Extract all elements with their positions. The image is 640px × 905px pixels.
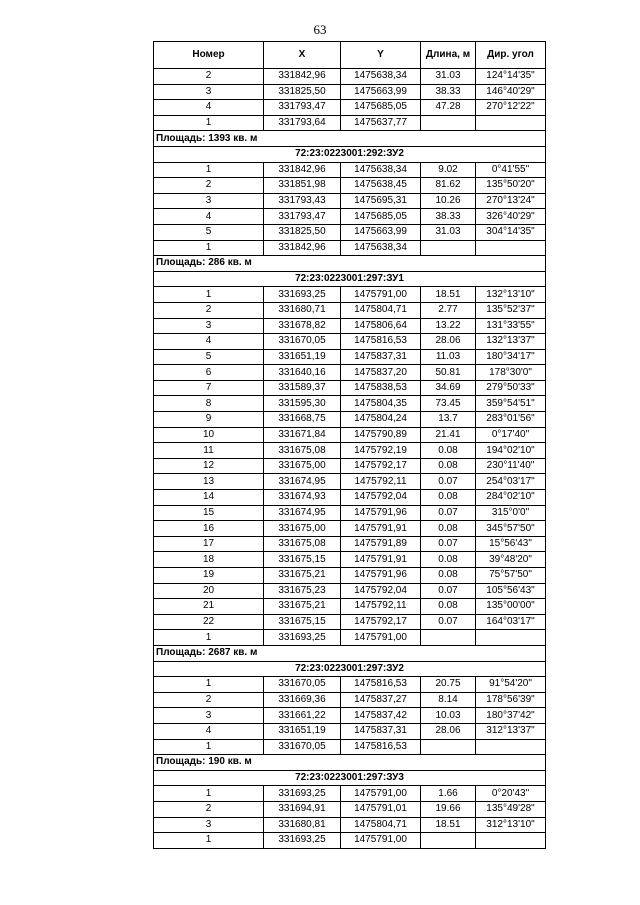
- area-label: Площадь: 286 кв. м: [154, 256, 546, 272]
- area-label: Площадь: 1393 кв. м: [154, 131, 546, 147]
- angle-cell: 315°0'0": [476, 505, 546, 521]
- angle-cell: 345°57'50": [476, 521, 546, 537]
- x-coordinate-cell: 331674,95: [264, 505, 341, 521]
- x-coordinate-cell: 331670,05: [264, 677, 341, 693]
- header-number: Номер: [154, 42, 264, 69]
- length-cell: 31.03: [421, 69, 476, 85]
- table-row: [154, 443, 546, 459]
- y-coordinate-cell: 1475792,17: [341, 614, 421, 630]
- x-coordinate-cell: 331675,21: [264, 599, 341, 615]
- y-coordinate-cell: 1475791,01: [341, 801, 421, 817]
- area-label: Площадь: 2687 кв. м: [154, 645, 546, 661]
- angle-cell: 0°41'55": [476, 162, 546, 178]
- point-number-cell: 5: [154, 349, 264, 365]
- y-coordinate-cell: 1475804,71: [341, 817, 421, 833]
- y-coordinate-cell: 1475837,20: [341, 365, 421, 381]
- table-row: [154, 224, 546, 240]
- table-body: [154, 69, 546, 849]
- x-coordinate-cell: 331651,19: [264, 349, 341, 365]
- parcel-id-label: 72:23:0223001:297:ЗУ3: [154, 770, 546, 786]
- length-cell: 0.07: [421, 614, 476, 630]
- y-coordinate-cell: 1475791,00: [341, 287, 421, 303]
- x-coordinate-cell: 331680,71: [264, 302, 341, 318]
- angle-cell: 304°14'35": [476, 224, 546, 240]
- angle-cell: [476, 833, 546, 849]
- x-coordinate-cell: 331793,47: [264, 209, 341, 225]
- point-number-cell: 1: [154, 833, 264, 849]
- table-row: [154, 334, 546, 350]
- table-row: [154, 739, 546, 755]
- angle-cell: 180°37'42": [476, 708, 546, 724]
- length-cell: [421, 739, 476, 755]
- y-coordinate-cell: 1475791,96: [341, 568, 421, 584]
- point-number-cell: 2: [154, 178, 264, 194]
- angle-cell: [476, 739, 546, 755]
- length-cell: 0.07: [421, 583, 476, 599]
- length-cell: [421, 833, 476, 849]
- y-coordinate-cell: 1475792,11: [341, 474, 421, 490]
- y-coordinate-cell: 1475837,27: [341, 692, 421, 708]
- point-number-cell: 8: [154, 396, 264, 412]
- point-number-cell: 1: [154, 240, 264, 256]
- length-cell: 0.07: [421, 536, 476, 552]
- point-number-cell: 5: [154, 224, 264, 240]
- length-cell: 19.66: [421, 801, 476, 817]
- length-cell: 20.75: [421, 677, 476, 693]
- area-row: [154, 645, 546, 661]
- angle-cell: [476, 630, 546, 646]
- length-cell: 38.33: [421, 209, 476, 225]
- area-row: [154, 256, 546, 272]
- x-coordinate-cell: 331675,21: [264, 568, 341, 584]
- y-coordinate-cell: 1475792,19: [341, 443, 421, 459]
- table-row: [154, 630, 546, 646]
- parcel-id-label: 72:23:0223001:297:ЗУ1: [154, 271, 546, 287]
- y-coordinate-cell: 1475816,53: [341, 677, 421, 693]
- table-row: [154, 723, 546, 739]
- angle-cell: 75°57'50": [476, 568, 546, 584]
- point-number-cell: 1: [154, 630, 264, 646]
- table-row: [154, 583, 546, 599]
- x-coordinate-cell: 331671,84: [264, 427, 341, 443]
- angle-cell: 254°03'17": [476, 474, 546, 490]
- x-coordinate-cell: 331675,15: [264, 614, 341, 630]
- x-coordinate-cell: 331674,95: [264, 474, 341, 490]
- table-row: [154, 84, 546, 100]
- length-cell: 28.06: [421, 334, 476, 350]
- header-x: X: [264, 42, 341, 69]
- angle-cell: 39°48'20": [476, 552, 546, 568]
- point-number-cell: 2: [154, 801, 264, 817]
- y-coordinate-cell: 1475695,31: [341, 193, 421, 209]
- area-row: [154, 131, 546, 147]
- y-coordinate-cell: 1475638,34: [341, 162, 421, 178]
- y-coordinate-cell: 1475790,89: [341, 427, 421, 443]
- length-cell: 47.28: [421, 100, 476, 116]
- angle-cell: [476, 115, 546, 131]
- table-row: [154, 162, 546, 178]
- y-coordinate-cell: 1475638,45: [341, 178, 421, 194]
- angle-cell: 178°30'0": [476, 365, 546, 381]
- y-coordinate-cell: 1475804,71: [341, 302, 421, 318]
- x-coordinate-cell: 331674,93: [264, 490, 341, 506]
- x-coordinate-cell: 331675,08: [264, 536, 341, 552]
- point-number-cell: 22: [154, 614, 264, 630]
- point-number-cell: 4: [154, 209, 264, 225]
- x-coordinate-cell: 331693,25: [264, 630, 341, 646]
- table-row: [154, 552, 546, 568]
- point-number-cell: 2: [154, 692, 264, 708]
- point-number-cell: 3: [154, 84, 264, 100]
- angle-cell: 105°56'43": [476, 583, 546, 599]
- x-coordinate-cell: 331842,96: [264, 69, 341, 85]
- point-number-cell: 15: [154, 505, 264, 521]
- length-cell: 18.51: [421, 817, 476, 833]
- length-cell: 0.08: [421, 458, 476, 474]
- table-row: [154, 458, 546, 474]
- y-coordinate-cell: 1475663,99: [341, 224, 421, 240]
- table-row: [154, 677, 546, 693]
- table-row: [154, 380, 546, 396]
- point-number-cell: 21: [154, 599, 264, 615]
- x-coordinate-cell: 331668,75: [264, 412, 341, 428]
- table-row: [154, 786, 546, 802]
- point-number-cell: 10: [154, 427, 264, 443]
- angle-cell: 91°54'20": [476, 677, 546, 693]
- angle-cell: 194°02'10": [476, 443, 546, 459]
- angle-cell: 326°40'29": [476, 209, 546, 225]
- angle-cell: 0°20'43": [476, 786, 546, 802]
- table-row: [154, 708, 546, 724]
- y-coordinate-cell: 1475792,17: [341, 458, 421, 474]
- x-coordinate-cell: 331675,08: [264, 443, 341, 459]
- angle-cell: 359°54'51": [476, 396, 546, 412]
- x-coordinate-cell: 331842,96: [264, 162, 341, 178]
- point-number-cell: 12: [154, 458, 264, 474]
- x-coordinate-cell: 331694,91: [264, 801, 341, 817]
- point-number-cell: 14: [154, 490, 264, 506]
- length-cell: 18.51: [421, 287, 476, 303]
- x-coordinate-cell: 331651,19: [264, 723, 341, 739]
- table-row: [154, 100, 546, 116]
- point-number-cell: 1: [154, 739, 264, 755]
- y-coordinate-cell: 1475791,96: [341, 505, 421, 521]
- x-coordinate-cell: 331675,23: [264, 583, 341, 599]
- length-cell: 34.69: [421, 380, 476, 396]
- y-coordinate-cell: 1475837,31: [341, 349, 421, 365]
- y-coordinate-cell: 1475792,04: [341, 583, 421, 599]
- y-coordinate-cell: 1475791,00: [341, 630, 421, 646]
- point-number-cell: 7: [154, 380, 264, 396]
- angle-cell: 135°49'28": [476, 801, 546, 817]
- angle-cell: 178°56'39": [476, 692, 546, 708]
- x-coordinate-cell: 331640,16: [264, 365, 341, 381]
- y-coordinate-cell: 1475663,99: [341, 84, 421, 100]
- length-cell: 10.03: [421, 708, 476, 724]
- table-row: [154, 115, 546, 131]
- angle-cell: 132°13'37": [476, 334, 546, 350]
- length-cell: 1.66: [421, 786, 476, 802]
- point-number-cell: 3: [154, 193, 264, 209]
- y-coordinate-cell: 1475804,35: [341, 396, 421, 412]
- point-number-cell: 1: [154, 162, 264, 178]
- x-coordinate-cell: 331825,50: [264, 224, 341, 240]
- point-number-cell: 1: [154, 677, 264, 693]
- angle-cell: 132°13'10": [476, 287, 546, 303]
- y-coordinate-cell: 1475791,91: [341, 521, 421, 537]
- section-row: [154, 770, 546, 786]
- x-coordinate-cell: 331670,05: [264, 739, 341, 755]
- angle-cell: 164°03'17": [476, 614, 546, 630]
- angle-cell: 270°13'24": [476, 193, 546, 209]
- point-number-cell: 13: [154, 474, 264, 490]
- x-coordinate-cell: 331851,98: [264, 178, 341, 194]
- point-number-cell: 16: [154, 521, 264, 537]
- table-row: [154, 614, 546, 630]
- length-cell: 73.45: [421, 396, 476, 412]
- point-number-cell: 6: [154, 365, 264, 381]
- angle-cell: 312°13'37": [476, 723, 546, 739]
- angle-cell: 283°01'56": [476, 412, 546, 428]
- length-cell: 0.08: [421, 568, 476, 584]
- x-coordinate-cell: 331793,64: [264, 115, 341, 131]
- y-coordinate-cell: 1475792,04: [341, 490, 421, 506]
- point-number-cell: 4: [154, 100, 264, 116]
- table-row: [154, 412, 546, 428]
- point-number-cell: 3: [154, 817, 264, 833]
- x-coordinate-cell: 331661,22: [264, 708, 341, 724]
- angle-cell: 124°14'35": [476, 69, 546, 85]
- x-coordinate-cell: 331675,15: [264, 552, 341, 568]
- length-cell: 81.62: [421, 178, 476, 194]
- length-cell: 0.08: [421, 599, 476, 615]
- angle-cell: 0°17'40": [476, 427, 546, 443]
- y-coordinate-cell: 1475638,34: [341, 69, 421, 85]
- length-cell: [421, 630, 476, 646]
- table-row: [154, 474, 546, 490]
- x-coordinate-cell: 331670,05: [264, 334, 341, 350]
- angle-cell: 131°33'55": [476, 318, 546, 334]
- table-row: [154, 178, 546, 194]
- table-row: [154, 536, 546, 552]
- length-cell: 11.03: [421, 349, 476, 365]
- table-row: [154, 396, 546, 412]
- table-row: [154, 193, 546, 209]
- point-number-cell: 11: [154, 443, 264, 459]
- point-number-cell: 19: [154, 568, 264, 584]
- point-number-cell: 18: [154, 552, 264, 568]
- table-row: [154, 505, 546, 521]
- x-coordinate-cell: 331675,00: [264, 458, 341, 474]
- angle-cell: 312°13'10": [476, 817, 546, 833]
- table-row: [154, 365, 546, 381]
- table-row: [154, 287, 546, 303]
- page-number: 63: [313, 22, 327, 37]
- angle-cell: 270°12'22": [476, 100, 546, 116]
- length-cell: 38.33: [421, 84, 476, 100]
- point-number-cell: 20: [154, 583, 264, 599]
- header-length: Длина, м: [421, 42, 476, 69]
- x-coordinate-cell: 331678,82: [264, 318, 341, 334]
- length-cell: 8.14: [421, 692, 476, 708]
- x-coordinate-cell: 331693,25: [264, 786, 341, 802]
- length-cell: 0.07: [421, 474, 476, 490]
- x-coordinate-cell: 331793,47: [264, 100, 341, 116]
- parcel-id-label: 72:23:0223001:297:ЗУ2: [154, 661, 546, 677]
- length-cell: 0.08: [421, 521, 476, 537]
- y-coordinate-cell: 1475816,53: [341, 334, 421, 350]
- table-row: [154, 69, 546, 85]
- angle-cell: 146°40'29": [476, 84, 546, 100]
- x-coordinate-cell: 331825,50: [264, 84, 341, 100]
- y-coordinate-cell: 1475816,53: [341, 739, 421, 755]
- x-coordinate-cell: 331669,36: [264, 692, 341, 708]
- angle-cell: [476, 240, 546, 256]
- table-row: [154, 490, 546, 506]
- length-cell: 9.02: [421, 162, 476, 178]
- section-row: [154, 661, 546, 677]
- point-number-cell: 2: [154, 69, 264, 85]
- angle-cell: 279°50'33": [476, 380, 546, 396]
- length-cell: 21.41: [421, 427, 476, 443]
- x-coordinate-cell: 331793,43: [264, 193, 341, 209]
- y-coordinate-cell: 1475792,11: [341, 599, 421, 615]
- length-cell: 13.7: [421, 412, 476, 428]
- x-coordinate-cell: 331693,25: [264, 833, 341, 849]
- angle-cell: 15°56'43": [476, 536, 546, 552]
- angle-cell: 135°50'20": [476, 178, 546, 194]
- table-row: [154, 302, 546, 318]
- x-coordinate-cell: 331693,25: [264, 287, 341, 303]
- coordinates-table: [153, 41, 546, 849]
- table-row: [154, 801, 546, 817]
- y-coordinate-cell: 1475791,00: [341, 786, 421, 802]
- table-row: [154, 209, 546, 225]
- y-coordinate-cell: 1475685,05: [341, 209, 421, 225]
- y-coordinate-cell: 1475837,31: [341, 723, 421, 739]
- length-cell: 0.08: [421, 490, 476, 506]
- table-row: [154, 599, 546, 615]
- parcel-id-label: 72:23:0223001:292:ЗУ2: [154, 146, 546, 162]
- angle-cell: 284°02'10": [476, 490, 546, 506]
- x-coordinate-cell: 331589,37: [264, 380, 341, 396]
- area-row: [154, 755, 546, 771]
- table-row: [154, 521, 546, 537]
- table-row: [154, 833, 546, 849]
- length-cell: 31.03: [421, 224, 476, 240]
- table-row: [154, 427, 546, 443]
- length-cell: 0.08: [421, 443, 476, 459]
- table-row: [154, 318, 546, 334]
- length-cell: 13.22: [421, 318, 476, 334]
- y-coordinate-cell: 1475791,89: [341, 536, 421, 552]
- point-number-cell: 2: [154, 302, 264, 318]
- length-cell: 50.81: [421, 365, 476, 381]
- point-number-cell: 4: [154, 723, 264, 739]
- table-row: [154, 692, 546, 708]
- point-number-cell: 9: [154, 412, 264, 428]
- y-coordinate-cell: 1475791,91: [341, 552, 421, 568]
- angle-cell: 135°00'00": [476, 599, 546, 615]
- y-coordinate-cell: 1475637,77: [341, 115, 421, 131]
- x-coordinate-cell: 331675,00: [264, 521, 341, 537]
- header-y: Y: [341, 42, 421, 69]
- angle-cell: 135°52'37": [476, 302, 546, 318]
- length-cell: [421, 115, 476, 131]
- y-coordinate-cell: 1475638,34: [341, 240, 421, 256]
- length-cell: 0.07: [421, 505, 476, 521]
- x-coordinate-cell: 331595,30: [264, 396, 341, 412]
- y-coordinate-cell: 1475804,24: [341, 412, 421, 428]
- length-cell: 28.06: [421, 723, 476, 739]
- table-row: [154, 349, 546, 365]
- y-coordinate-cell: 1475806,64: [341, 318, 421, 334]
- table-row: [154, 568, 546, 584]
- point-number-cell: 4: [154, 334, 264, 350]
- y-coordinate-cell: 1475685,05: [341, 100, 421, 116]
- section-row: [154, 271, 546, 287]
- point-number-cell: 1: [154, 287, 264, 303]
- x-coordinate-cell: 331842,96: [264, 240, 341, 256]
- x-coordinate-cell: 331680,81: [264, 817, 341, 833]
- angle-cell: 230°11'40": [476, 458, 546, 474]
- header-angle: Дир. угол: [476, 42, 546, 69]
- length-cell: 0.08: [421, 552, 476, 568]
- y-coordinate-cell: 1475838,53: [341, 380, 421, 396]
- length-cell: 10.26: [421, 193, 476, 209]
- point-number-cell: 17: [154, 536, 264, 552]
- point-number-cell: 3: [154, 318, 264, 334]
- y-coordinate-cell: 1475791,00: [341, 833, 421, 849]
- angle-cell: 180°34'17": [476, 349, 546, 365]
- table-header-row: [154, 42, 546, 69]
- y-coordinate-cell: 1475837,42: [341, 708, 421, 724]
- table-row: [154, 817, 546, 833]
- section-row: [154, 146, 546, 162]
- point-number-cell: 1: [154, 115, 264, 131]
- length-cell: [421, 240, 476, 256]
- length-cell: 2.77: [421, 302, 476, 318]
- point-number-cell: 1: [154, 786, 264, 802]
- point-number-cell: 3: [154, 708, 264, 724]
- area-label: Площадь: 190 кв. м: [154, 755, 546, 771]
- table-row: [154, 240, 546, 256]
